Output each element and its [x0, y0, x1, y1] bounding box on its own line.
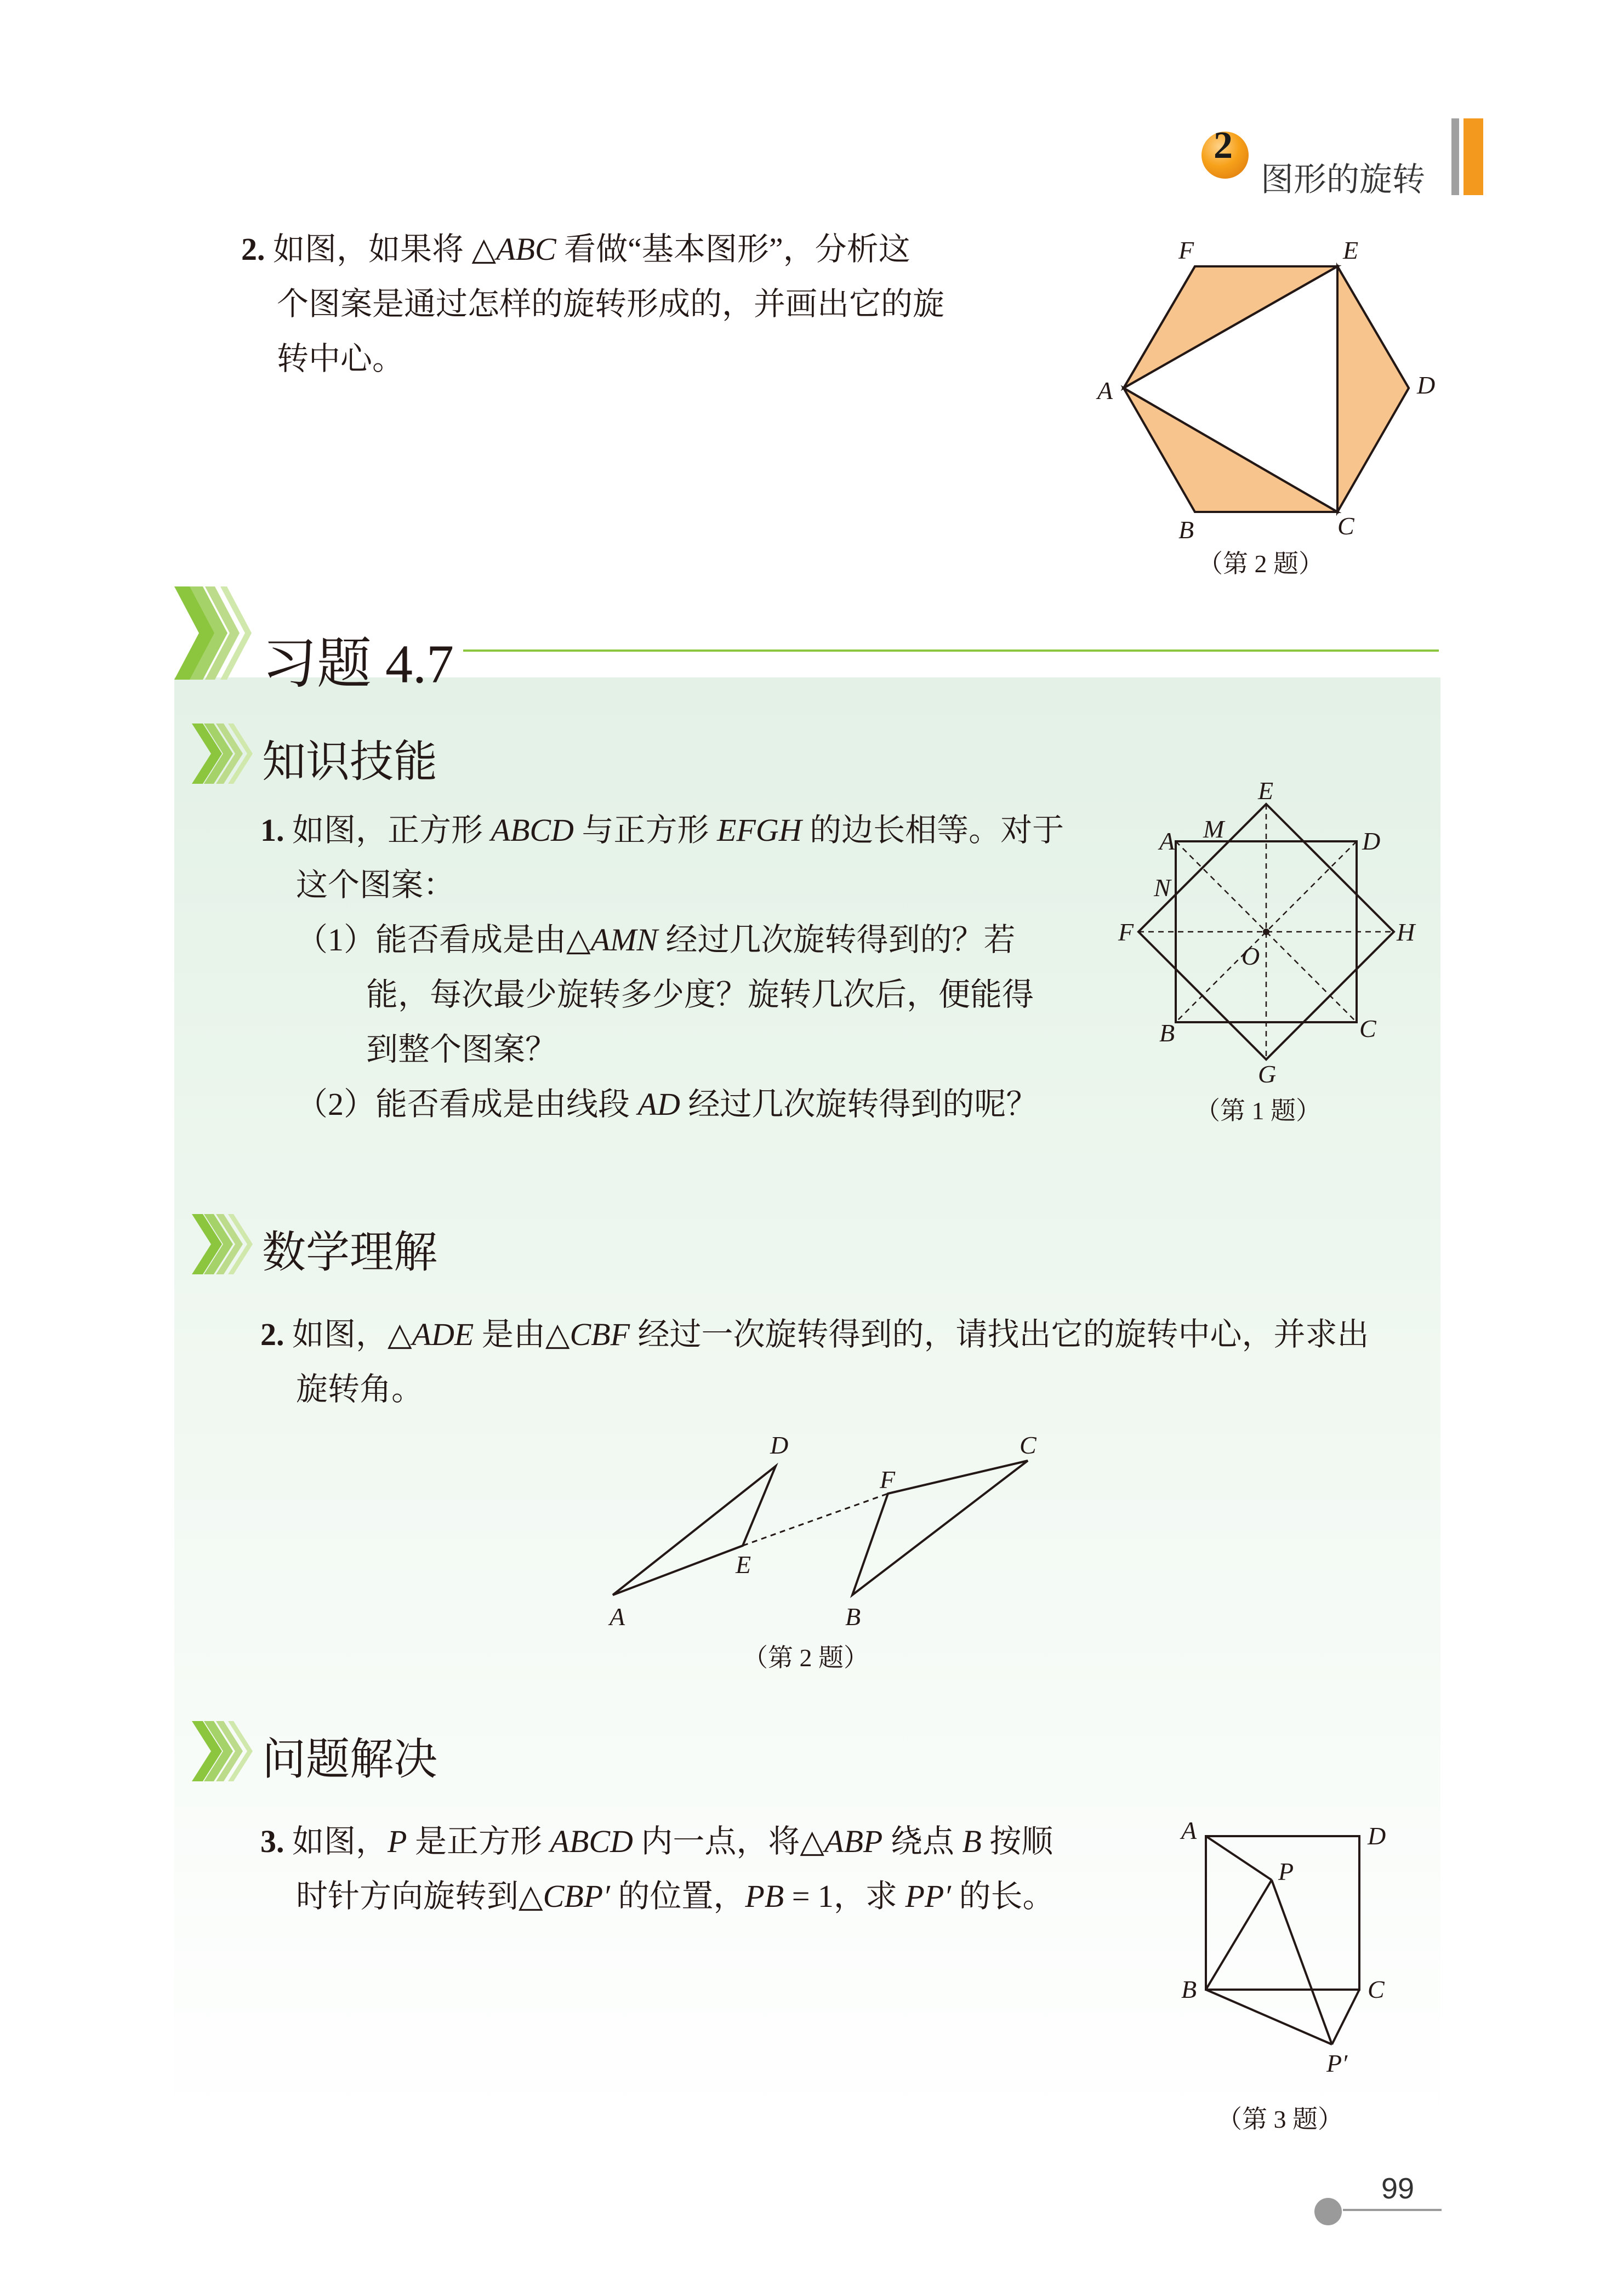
- sq3-label-b: B: [1181, 1975, 1197, 2003]
- section2-chevron-icon: [192, 1214, 258, 1280]
- hex-label-a: A: [1097, 377, 1113, 404]
- hex-label-c: C: [1337, 512, 1354, 540]
- tri-label-b: B: [845, 1603, 861, 1631]
- tri-label-a: A: [610, 1603, 625, 1631]
- s1-sub1-line2: 能，每次最少旋转多少度？旋转几次后，便能得: [366, 977, 1034, 1012]
- header-tab-gray: [1451, 118, 1459, 195]
- exercise-title: 习题 4.7: [262, 634, 454, 694]
- sq3-label-a: A: [1181, 1816, 1197, 1844]
- s1-sub1-line3: 到整个图案？: [366, 1032, 557, 1067]
- sq-label-g: G: [1258, 1060, 1277, 1085]
- sq3-label-p-prime: P′: [1326, 2049, 1348, 2077]
- chapter-title: 图形的旋转: [1261, 161, 1425, 198]
- sq-label-d: D: [1362, 827, 1381, 855]
- segment-pp2: [1272, 1880, 1332, 2044]
- hex-label-d: D: [1417, 371, 1436, 399]
- s3-figure-caption: （第 3 题）: [1217, 2105, 1343, 2133]
- tri-label-d: D: [770, 1431, 789, 1459]
- sq-label-o: O: [1242, 942, 1260, 970]
- section1-chevron-icon: [192, 723, 258, 789]
- s2-problem-line1: 2. 如图，△ADE 是由△CBF 经过一次旋转得到的，请找出它的旋转中心，并求出: [260, 1317, 1369, 1352]
- s1-sub2-line1: （2）能否看成是由线段 AD 经过几次旋转得到的呢？: [296, 1086, 1038, 1122]
- section2-title: 数学理解: [262, 1228, 437, 1277]
- sq-label-a: A: [1159, 827, 1175, 855]
- segment-bp2: [1206, 1990, 1332, 2044]
- segment-ef: [743, 1494, 888, 1546]
- triangle-ade: [613, 1466, 776, 1595]
- s1-problem-line2: 这个图案：: [296, 867, 455, 903]
- chapter-number-badge: [1201, 124, 1249, 179]
- page-number-rule: [1343, 2209, 1442, 2211]
- section3-chevron-icon: [192, 1721, 258, 1787]
- hex-label-b: B: [1178, 516, 1194, 544]
- top-problem-line3: 转中心。: [277, 341, 405, 377]
- top-figure-caption: （第 2 题）: [1198, 550, 1324, 578]
- segment-cp2: [1332, 1990, 1359, 2044]
- tri-label-c: C: [1020, 1431, 1037, 1459]
- rotation-triangles-figure: [592, 1409, 1074, 1644]
- tri-label-f: F: [880, 1466, 896, 1494]
- header-tab-orange: [1463, 118, 1483, 195]
- sq3-label-p: P: [1278, 1858, 1294, 1885]
- top-problem-line2: 个图案是通过怎样的旋转形成的，并画出它的旋: [277, 286, 945, 322]
- sq-label-h: H: [1397, 918, 1415, 946]
- page-number-dot: [1314, 2198, 1342, 2225]
- center-point-o: [1263, 928, 1269, 935]
- s2-problem-line2: 旋转角。: [296, 1371, 424, 1407]
- s3-problem-line2: 时针方向旋转到△CBP′ 的位置，PB = 1，求 PP′ 的长。: [296, 1878, 1055, 1914]
- triangle-cbf: [852, 1461, 1028, 1595]
- s2-figure-caption: （第 2 题）: [743, 1644, 869, 1672]
- chapter-number: 2: [1214, 124, 1233, 167]
- sq-label-e: E: [1258, 778, 1274, 805]
- sq-label-c: C: [1359, 1015, 1376, 1042]
- section1-title: 知识技能: [262, 737, 437, 786]
- s1-sub1-line1: （1）能否看成是由△AMN 经过几次旋转得到的？若: [296, 922, 1016, 958]
- hex-label-f: F: [1178, 236, 1194, 264]
- segment-bp: [1206, 1880, 1272, 1990]
- tri-label-e: E: [736, 1551, 751, 1579]
- top-problem-line1: 2. 如图，如果将 △ABC 看做“基本图形”，分析这: [241, 231, 910, 267]
- s1-problem-line1: 1. 如图，正方形 ABCD 与正方形 EFGH 的边长相等。对于: [260, 812, 1064, 848]
- exercise-title-rule: [463, 650, 1439, 652]
- sq3-label-c: C: [1368, 1975, 1385, 2003]
- sq-label-m: M: [1203, 815, 1225, 843]
- square-rotation-figure: [1162, 1809, 1436, 2094]
- sq-label-b: B: [1159, 1019, 1175, 1047]
- hex-label-e: E: [1343, 236, 1359, 264]
- sq3-label-d: D: [1368, 1822, 1386, 1850]
- chevron-decoration-icon: [174, 586, 262, 680]
- segment-ap: [1206, 1836, 1272, 1880]
- s3-problem-line1: 3. 如图，P 是正方形 ABCD 内一点，将△ABP 绕点 B 按顺: [260, 1824, 1053, 1859]
- s1-figure-caption: （第 1 题）: [1195, 1097, 1321, 1125]
- page-number: 99: [1381, 2172, 1415, 2205]
- sq-label-f: F: [1118, 918, 1134, 946]
- sq-label-n: N: [1154, 874, 1171, 902]
- squares-figure: [1107, 778, 1436, 1085]
- section3-title: 问题解决: [262, 1735, 437, 1784]
